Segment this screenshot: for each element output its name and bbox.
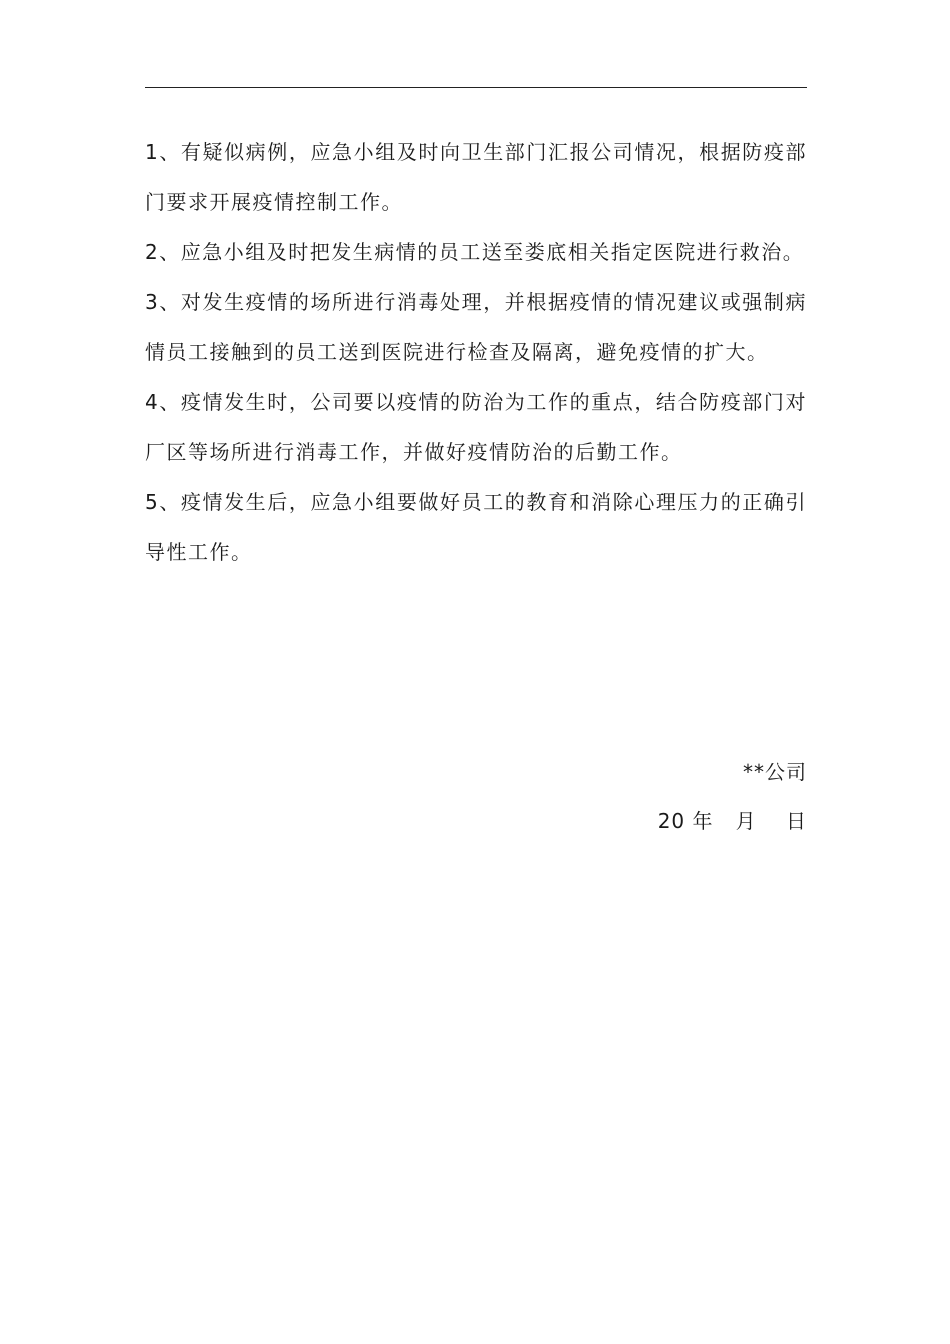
signature-company: **公司 — [743, 760, 807, 784]
paragraph-4: 4、疫情发生时，公司要以疫情的防治为工作的重点，结合防疫部门对厂区等场所进行消毒工作，并做好疫情防治的后勤工作。 — [145, 390, 807, 464]
paragraph-2: 2、应急小组及时把发生病情的员工送至娄底相关指定医院进行救治。 — [145, 240, 805, 264]
document-body — [145, 127, 807, 577]
header-rule — [145, 87, 807, 88]
paragraph-5: 5、疫情发生后，应急小组要做好员工的教育和消除心理压力的正确引导性工作。 — [145, 490, 807, 564]
paragraph-1: 1、有疑似病例，应急小组及时向卫生部门汇报公司情况，根据防疫部门要求开展疫情控制工作。 — [145, 140, 807, 214]
paragraph-3: 3、对发生疫情的场所进行消毒处理，并根据疫情的情况建议或强制病情员工接触到的员工送到医院进行检查及隔离，避免疫情的扩大。 — [145, 290, 807, 364]
signature-date: 20 年 月 日 — [657, 809, 807, 833]
